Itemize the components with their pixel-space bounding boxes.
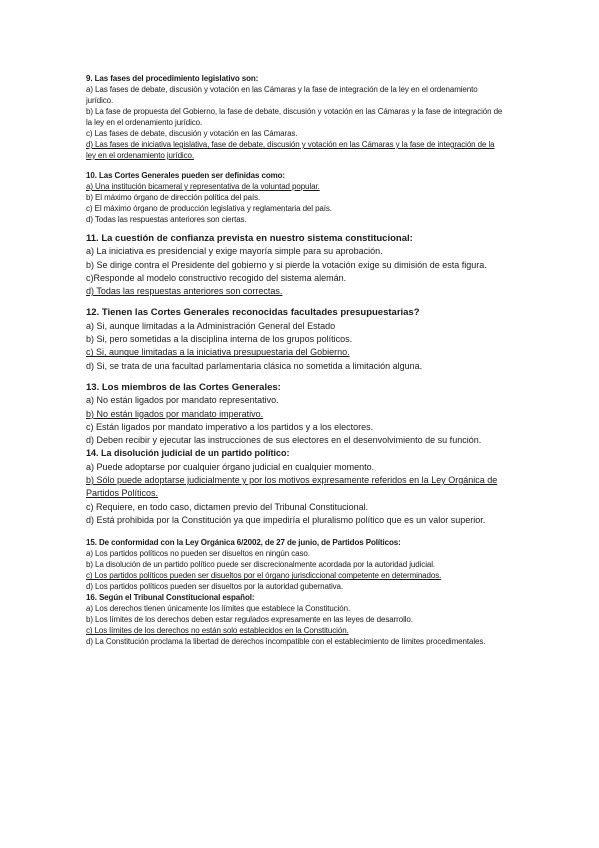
option-b: b) Si, pero sometidas a la disciplina interna de los grupos políticos. xyxy=(86,334,353,345)
option-a: a) Las fases de debate, discusión y votación en las Cámaras y la fase de integración de la ley en el ordenamiento jurídico. xyxy=(86,85,478,105)
option-b: b) Se dirige contra el Presidente del gobierno y si pierde la votación exige su dimisión de esta figura. xyxy=(86,259,487,270)
option-d: d) Todas las respuestas anteriores son ciertas. xyxy=(86,215,247,224)
question-title: 14. La disolución judicial de un partido político: xyxy=(86,448,290,459)
question-title: 12. Tienen las Cortes Generales reconocidas facultades presupuestarias? xyxy=(86,307,420,319)
question-title: 15. De conformidad con la Ley Orgánica 6/2002, de 27 de junio, de Partidos Políticos: xyxy=(86,538,401,548)
option-c: c) Requiere, en todo caso, dictamen previo del Tribunal Constitucional. xyxy=(86,501,369,512)
question-title: 10. Las Cortes Generales pueden ser definidas como: xyxy=(86,171,285,180)
option-b-correct: b) No están ligados por mandato imperativo. xyxy=(86,408,264,419)
option-c-correct: c) Si, aunque limitadas a la iniciativa presupuestaria del Gobierno. xyxy=(86,347,350,358)
exam-questions xyxy=(86,73,506,647)
question-15 xyxy=(86,537,506,592)
question-title: 16. Según el Tribunal Constitucional español: xyxy=(86,593,255,603)
option-c: c) El máximo órgano de producción legislativa y reglamentaria del país. xyxy=(86,204,332,213)
option-b: b) El máximo órgano de dirección política del país. xyxy=(86,193,261,202)
option-d-correct: d) Todas las respuestas anteriores son correctas. xyxy=(86,286,283,297)
option-d-correct: d) Las fases de iniciativa legislativa, fase de debate, discusión y votación en las Cámaras y la fase de integración de la ley en el ordenamiento jurídico. xyxy=(86,140,495,160)
option-a: a) Los derechos tienen únicamente los límites que establece la Constitución. xyxy=(86,604,351,614)
question-10 xyxy=(86,170,506,225)
option-b: b) La fase de propuesta del Gobierno, la fase de debate, discusión y votación en las Cámaras y la fase de integración de la ley en el ordenamiento jurídico. xyxy=(86,107,503,127)
option-c: c) Están ligados por mandato imperativo a los partidos y a los electores. xyxy=(86,421,374,432)
option-b: b) La disolución de un partido político puede ser discrecionalmente acordada por la autoridad judicial. xyxy=(86,560,436,570)
question-16 xyxy=(86,592,506,647)
option-c: c)Responde al modelo constructivo recogido del sistema alemán. xyxy=(86,272,347,283)
option-d: d) Está prohibida por la Constitución ya que impediría el pluralismo político que es un valor superior. xyxy=(86,514,486,525)
option-b: b) Los límites de los derechos deben estar regulados expresamente en las leyes de desarrollo. xyxy=(86,615,413,625)
option-d: d) Los partidos políticos pueden ser disueltos por la autoridad gubernativa. xyxy=(86,582,344,592)
question-title: 13. Los miembros de las Cortes Generales: xyxy=(86,381,281,393)
option-a: a) Los partidos políticos no pueden ser disueltos en ningún caso. xyxy=(86,549,310,559)
question-13 xyxy=(86,381,506,447)
option-d: d) Si, se trata de una facultad parlamentaria clásica no sometida a limitación alguna. xyxy=(86,360,423,371)
option-d: d) La Constitución proclama la libertad de derechos incompatible con el establecimiento de límites procedimentales. xyxy=(86,637,486,647)
option-c-correct: c) Los partidos políticos pueden ser disueltos por el órgano jurisdiccional competente en determinados. xyxy=(86,571,442,581)
option-a: a) La iniciativa es presidencial y exige mayoría simple para su aprobación. xyxy=(86,246,383,257)
question-11 xyxy=(86,232,506,298)
option-d: d) Deben recibir y ejecutar las instrucciones de sus electores en el desenvolvimiento de su función. xyxy=(86,435,482,446)
option-b-correct: b) Sólo puede adoptarse judicialmente y por los motivos expresamente referidos en la Ley Orgánica de Partidos Políticos. xyxy=(86,475,498,499)
question-9 xyxy=(86,73,506,161)
question-12 xyxy=(86,306,506,372)
option-c-correct: c) Los límites de los derechos no están solo establecidos en la Constitución. xyxy=(86,626,349,636)
question-title: 9. Las fases del procedimiento legislativo son: xyxy=(86,74,259,83)
option-a: a) Si, aunque limitadas a la Administración General del Estado xyxy=(86,320,336,331)
option-a: a) Puede adoptarse por cualquier órgano judicial en cualquier momento. xyxy=(86,461,375,472)
option-a: a) No están ligados por mandato representativo. xyxy=(86,395,279,406)
question-14 xyxy=(86,447,506,527)
option-c: c) Las fases de debate, discusión y votación en las Cámaras. xyxy=(86,129,298,138)
question-title: 11. La cuestión de confianza prevista en nuestro sistema constitucional: xyxy=(86,233,413,244)
option-a-correct: a) Una institución bicameral y representativa de la voluntad popular. xyxy=(86,182,320,191)
